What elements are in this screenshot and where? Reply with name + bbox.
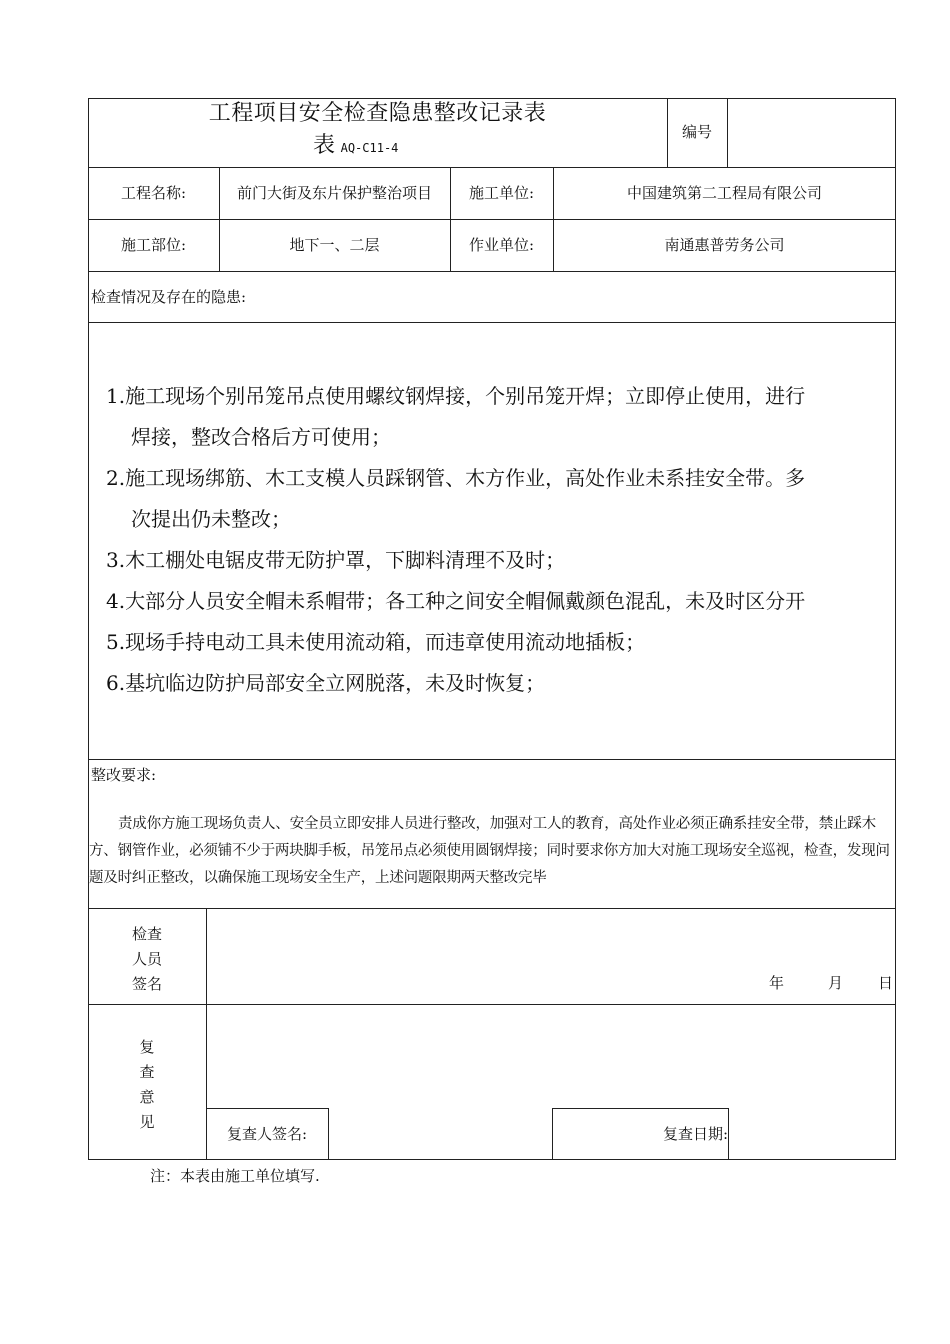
list-item: [106, 376, 896, 417]
rectification-text: 责成你方施工现场负责人、安全员立即安排人员进行整改，加强对工人的教育，高处作业必须正确系挂安全带，禁止踩木方、钢管作业，必须铺不少于两块脚手板，吊笼吊点必须使用圆钢焊接；同时要求你方加大对施工现场安全巡视，检查，发现问题及时纠正整改，以确保施工现场安全生产，上述问题限期两天整改完毕: [89, 816, 890, 886]
review-subrow-divider-c: [728, 1108, 729, 1160]
item-text: 焊接，整改合格后方可使用；: [131, 425, 391, 449]
inspector-label-line: 检查: [131, 925, 162, 943]
item-number: 3.: [106, 548, 126, 572]
row-line-4: [88, 322, 896, 323]
item-text: 大部分人员安全帽未系帽带；各工种之间安全帽佩戴颜色混乱，未及时区分开: [125, 589, 806, 613]
header-divider-2: [727, 98, 728, 167]
form-title-cont-char: 表: [313, 133, 336, 158]
date-year: 年: [769, 974, 785, 992]
project-name-value: 前门大街及东片保护整治项目: [236, 184, 432, 202]
item-text: 施工现场绑筋、木工支模人员踩钢管、木方作业，高处作业未系挂安全带。多: [125, 466, 806, 490]
review-label-line: 查: [139, 1063, 155, 1081]
location-label: 施工部位:: [120, 236, 187, 254]
rectification-label: 整改要求:: [91, 766, 157, 784]
contractor-value: 中国建筑第二工程局有限公司: [626, 184, 822, 202]
contractor-label: 施工单位:: [468, 184, 535, 202]
review-label-line: 见: [139, 1113, 155, 1131]
review-opinion-area[interactable]: [208, 1006, 894, 1106]
form-code: AQ-C11-4: [340, 141, 399, 155]
inspector-label-line: 签名: [131, 975, 162, 993]
review-date-label: 复查日期:: [662, 1125, 728, 1143]
row-line-6: [88, 908, 896, 909]
item-text: 基坑临边防护局部安全立网脱落，未及时恢复；: [125, 671, 546, 695]
review-label-line: 意: [139, 1088, 155, 1106]
subcontractor-value: 南通惠普劳务公司: [664, 236, 785, 254]
item-number: 4.: [106, 589, 126, 613]
list-item-continuation: [106, 499, 896, 540]
item-number: 1.: [106, 384, 126, 408]
date-month: 月: [828, 974, 844, 992]
date-day: 日: [878, 974, 894, 992]
number-value[interactable]: [730, 98, 890, 167]
reviewer-signature-field[interactable]: [330, 1110, 550, 1158]
list-item-continuation: [106, 417, 896, 458]
review-subrow-divider-a: [328, 1108, 329, 1160]
item-text: 现场手持电动工具未使用流动箱，而违章使用流动地插板；: [125, 630, 646, 654]
inspector-label: [88, 922, 206, 997]
item-text: 次提出仍未整改；: [131, 507, 291, 531]
location-value: 地下一、二层: [289, 236, 380, 254]
review-label-line: 复: [139, 1038, 155, 1056]
row-line-7: [88, 1004, 896, 1005]
reviewer-signature-label: 复查人签名:: [226, 1125, 308, 1143]
list-item: [106, 581, 896, 622]
item-number: 5.: [106, 630, 126, 654]
inspection-label: 检查情况及存在的隐患:: [91, 288, 247, 306]
number-label: 编号: [681, 123, 712, 141]
footer-note: 注：本表由施工单位填写.: [150, 1167, 320, 1185]
list-item: [106, 540, 896, 581]
inspector-label-line: 人员: [131, 950, 162, 968]
review-date-field[interactable]: [730, 1110, 894, 1158]
list-item: [106, 458, 896, 499]
item-number: 6.: [106, 671, 126, 695]
project-name-label: 工程名称:: [120, 184, 187, 202]
review-label: [88, 1035, 206, 1135]
signature-divider: [206, 908, 207, 1004]
list-item: [106, 622, 896, 663]
item-number: 2.: [106, 466, 126, 490]
inspector-signature-area[interactable]: [208, 910, 894, 1002]
form-title: 工程项目安全检查隐患整改记录表: [208, 101, 547, 126]
inspection-list: [106, 376, 896, 704]
row-line-5: [88, 759, 896, 760]
list-item: [106, 663, 896, 704]
item-text: 施工现场个别吊笼吊点使用螺纹钢焊接，个别吊笼开焊；立即停止使用，进行: [125, 384, 806, 408]
form-title-continuation: [313, 131, 398, 163]
item-text: 木工棚处电锯皮带无防护罩，下脚料清理不及时；: [125, 548, 566, 572]
subcontractor-label: 作业单位:: [468, 236, 535, 254]
